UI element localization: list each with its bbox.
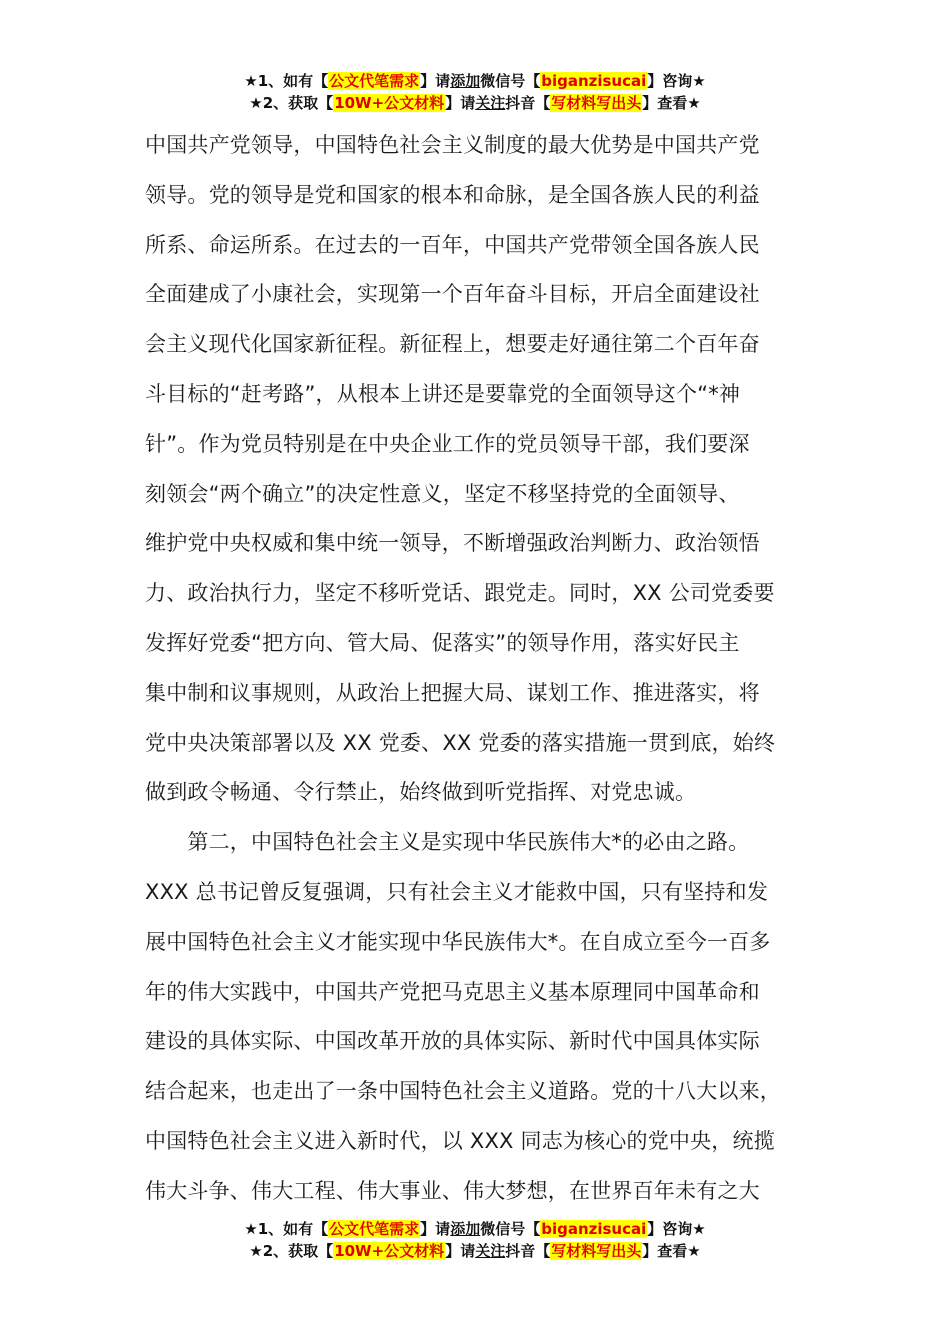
banner-line-2 <box>0 92 950 114</box>
banner-text: 微信号【 <box>480 1220 541 1238</box>
banner-text: 】请 <box>445 94 476 112</box>
banner-highlight: 写材料写出头 <box>551 1242 642 1260</box>
document-body <box>145 121 810 1217</box>
footer-banner <box>0 1218 950 1262</box>
body-line: 集中制和议事规则，从政治上把握大局、谋划工作、推进落实，将 <box>145 680 760 705</box>
body-line: 建设的具体实际、中国改革开放的具体实际、新时代中国具体实际 <box>145 1029 760 1054</box>
body-line: 领导。党的领导是党和国家的根本和命脉，是全国各族人民的利益 <box>145 182 760 207</box>
banner-underline: 关注 <box>475 1242 506 1260</box>
header-banner <box>0 70 950 114</box>
body-line: 斗目标的“赶考路”，从根本上讲还是要靠党的全面领导这个“*神 <box>145 381 741 406</box>
body-line: 做到政令畅通、令行禁止，始终做到听党指挥、对党忠诚。 <box>145 780 697 805</box>
body-line: 第二，中国特色社会主义是实现中华民族伟大*的必由之路。 <box>145 830 750 855</box>
banner-text: 抖音【 <box>505 94 551 112</box>
body-line: 针”。作为党员特别是在中央企业工作的党员领导干部，我们要深 <box>145 431 750 456</box>
banner-underline: 关注 <box>475 94 506 112</box>
body-line: 伟大斗争、伟大工程、伟大事业、伟大梦想，在世界百年未有之大 <box>145 1178 760 1203</box>
banner-line-1 <box>0 70 950 92</box>
body-line: 会主义现代化国家新征程。新征程上，想要走好通往第二个百年奋 <box>145 332 760 357</box>
banner-text: 】查看★ <box>642 94 701 112</box>
banner-highlight: biganzisucai <box>541 72 647 90</box>
body-line: 中国共产党领导，中国特色社会主义制度的最大优势是中国共产党 <box>145 133 760 157</box>
banner-highlight: 10W+公文材料 <box>334 1242 445 1260</box>
body-line: 力、政治执行力，坚定不移听党话、跟党走。同时，XX 公司党委要 <box>145 581 775 606</box>
banner-text: 抖音【 <box>505 1242 551 1260</box>
body-line: 维护党中央权威和集中统一领导，不断增强政治判断力、政治领悟 <box>145 531 760 556</box>
body-line: 所系、命运所系。在过去的一百年，中国共产党带领全国各族人民 <box>145 232 760 257</box>
banner-text: 】咨询★ <box>647 1220 706 1238</box>
body-line: 展中国特色社会主义才能实现中华民族伟大*。在自成立至今一百多 <box>145 929 771 954</box>
body-line: XXX 总书记曾反复强调，只有社会主义才能救中国，只有坚持和发 <box>145 879 769 904</box>
banner-highlight: 10W+公文材料 <box>334 94 445 112</box>
body-line: 全面建成了小康社会，实现第一个百年奋斗目标，开启全面建设社 <box>145 282 760 307</box>
banner-text: 】咨询★ <box>647 72 706 90</box>
banner-highlight: 写材料写出头 <box>551 94 642 112</box>
banner-highlight: 公文代笔需求 <box>329 1220 420 1238</box>
banner-underline: 添加 <box>450 1220 481 1238</box>
banner-text: 微信号【 <box>480 72 541 90</box>
banner-line-1 <box>0 1218 950 1240</box>
banner-text: 】查看★ <box>642 1242 701 1260</box>
body-line: 刻领会“两个确立”的决定性意义，坚定不移坚持党的全面领导、 <box>145 481 740 506</box>
body-line: 党中央决策部署以及 XX 党委、XX 党委的落实措施一贯到底，始终 <box>145 730 776 755</box>
body-line: 年的伟大实践中，中国共产党把马克思主义基本原理同中国革命和 <box>145 979 760 1004</box>
banner-line-2 <box>0 1240 950 1262</box>
banner-underline: 添加 <box>450 72 481 90</box>
banner-text: ★2、获取【 <box>249 1242 334 1260</box>
banner-text: ★2、获取【 <box>249 94 334 112</box>
banner-highlight: biganzisucai <box>541 1220 647 1238</box>
body-line: 中国特色社会主义进入新时代，以 XXX 同志为核心的党中央，统揽 <box>145 1128 775 1153</box>
body-line: 结合起来，也走出了一条中国特色社会主义道路。党的十八大以来， <box>145 1079 781 1104</box>
banner-text: 】请 <box>445 1242 476 1260</box>
banner-highlight: 公文代笔需求 <box>329 72 420 90</box>
body-line: 发挥好党委“把方向、管大局、促落实”的领导作用，落实好民主 <box>145 630 740 655</box>
banner-text: ★1、如有【 <box>244 1220 329 1238</box>
banner-text: 】请 <box>420 72 451 90</box>
banner-text: 】请 <box>420 1220 451 1238</box>
banner-text: ★1、如有【 <box>244 72 329 90</box>
